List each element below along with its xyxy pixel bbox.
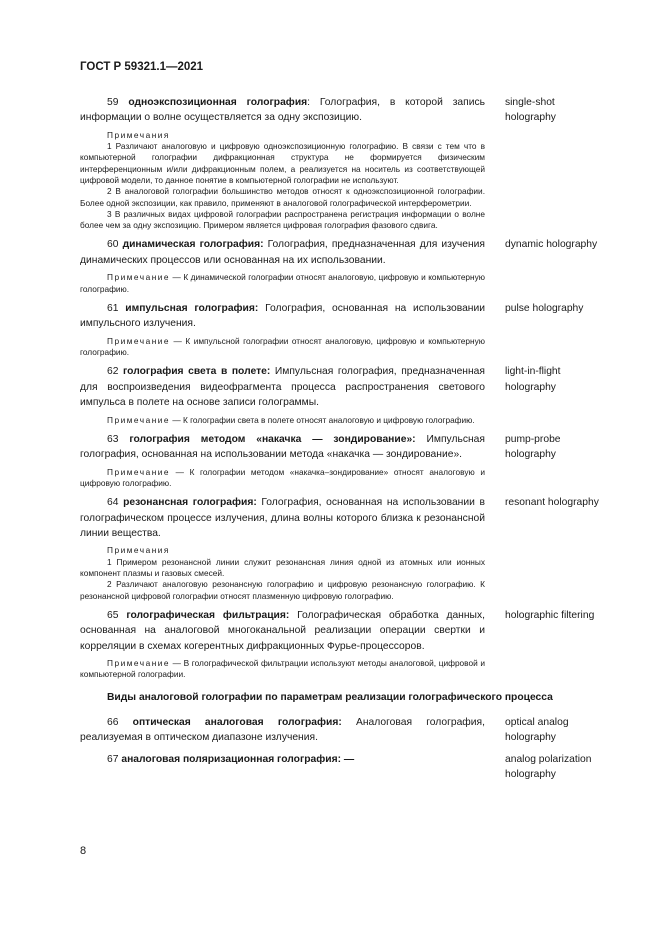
note-text: — К голографии методом «накачка–зондирование» относят аналоговую и цифровую голографию. — [80, 466, 485, 488]
english-equivalent: resonant holography — [505, 497, 599, 509]
term-name: импульсная голография: — [125, 302, 259, 314]
term-definition — [80, 301, 485, 332]
definition-text: : Голография, в которой запись информации о волне осуществляется за одну экспозицию. — [80, 97, 485, 124]
term-number: 64 — [107, 497, 119, 509]
english-equivalent: holographic filtering — [505, 609, 595, 621]
note-text: — К динамической голографии относят аналоговую, цифровую и компьютерную голографию. — [80, 272, 485, 294]
definition-text: Голография, основанная на использовании в голографическом процессе излучения, длина волны которого близка к резонансной линии вещества. — [80, 497, 485, 540]
page-number: 8 — [80, 845, 87, 857]
english-equivalent: analog polarization holography — [505, 753, 592, 780]
definition-text: Импульсная голография, основанная на использовании метода «накачка — зондирование». — [80, 433, 485, 461]
term-definition — [80, 715, 485, 746]
note-item: 3 В различных видах цифровой голографии распространена регистрация информации о волне более чем за одну экспозицию. Примером является цифровая голография фазового сдвига. — [80, 208, 485, 231]
term-number: 60 — [107, 239, 119, 251]
definition-text: Аналоговая голография, реализуемая в оптическом диапазоне излучения. — [80, 716, 485, 744]
term-entry-59 — [80, 95, 588, 231]
term-name: голография света в полете: — [123, 366, 271, 378]
notes-title: Примечания — [107, 129, 170, 140]
term-name: динамическая голография: — [122, 239, 264, 251]
note-item: 2 В аналоговой голографии большинство методов относят к одноэкспозиционной голографии. Более одной экспозиции, как правило, применяют в аналоговой голографической интерферометрии. — [80, 186, 485, 208]
note-item: 2 Различают аналоговую резонансную голографию и цифровую резонансную голографию. К резонансной цифровой голографии относят плазменную цифровую голографию. — [80, 579, 485, 601]
note-label: Примечание — [107, 335, 171, 346]
note-label: Примечание — [107, 272, 171, 283]
term-name: аналоговая поляризационная голография: — — [121, 753, 355, 765]
term-entry-64 — [80, 495, 599, 602]
term-name: одноэкспозиционная голография — [128, 97, 308, 108]
note-item — [80, 272, 485, 295]
note-text: — К голографии света в полете относят аналоговую и цифровую голографию. — [170, 414, 475, 425]
term-number: 67 — [107, 753, 119, 765]
notes-title: Примечания — [107, 545, 170, 556]
term-number: 61 — [107, 302, 119, 314]
term-entry-60 — [80, 237, 598, 294]
note-item — [80, 415, 485, 426]
notes-block — [80, 415, 485, 426]
note-item — [80, 658, 485, 681]
term-entry-61 — [80, 301, 588, 358]
definition-text: Голография, предназначенная для изучения динамических процессов или основанная на их использовании. — [80, 239, 485, 266]
note-label: Примечание — [107, 414, 171, 425]
term-name: голография методом «накачка — зондирование»: — [129, 433, 416, 445]
english-equivalent: optical analog holography — [505, 716, 569, 744]
english-equivalent: pulse holography — [505, 302, 584, 314]
term-number: 59 — [107, 97, 119, 108]
note-item: 1 Примером резонансной линии служит резонансная линия одной из атомных или ионных компонент плазмы и газовых смесей. — [80, 556, 485, 579]
term-definition — [80, 495, 485, 541]
term-number: 66 — [107, 716, 119, 728]
notes-block — [80, 467, 485, 490]
note-text: — В голографической фильтрации используют методы аналоговой, цифровой и компьютерной голографии. — [80, 658, 485, 680]
term-entry-63 — [80, 432, 588, 489]
notes-block — [80, 272, 485, 295]
notes-block — [80, 130, 485, 232]
note-item — [80, 467, 485, 490]
section-heading: Виды аналоговой голографии по параметрам реализации голографического процесса — [107, 691, 553, 703]
english-equivalent: single-shot holography — [505, 97, 556, 124]
term-definition — [80, 95, 485, 126]
term-number: 63 — [107, 433, 119, 445]
term-definition — [80, 608, 485, 654]
definition-text: Голография, основанная на использовании импульсного излучения. — [80, 302, 485, 330]
note-item: 1 Различают аналоговую и цифровую одноэкспозиционную голографию. В связи с тем что в компьютерной голографии дифракционная структура не формируется физическим интерференционным и/или дифракционным полем, а реализуется на носитель из соответствующей цифровой модели, то данное понятие в компьютерной голографии не используют. — [80, 141, 485, 185]
term-number: 62 — [107, 366, 119, 378]
english-equivalent: dynamic holography — [505, 239, 598, 251]
notes-block — [80, 658, 485, 681]
term-definition — [80, 364, 485, 410]
term-name: голографическая фильтрация: — [126, 609, 290, 621]
definition-text: Голографическая обработка данных, основанная на аналоговой многоканальной реализации операции свертки и корреляции в схемах когерентных дифракционных Фурье-процессоров. — [80, 609, 485, 652]
term-entry-67 — [80, 752, 592, 780]
notes-block — [80, 336, 485, 359]
definition-text: Импульсная голография, предназначенная для воспроизведения видеофрагмента процесса распространения светового импульса в полете на основе записи голограммы. — [80, 366, 485, 409]
term-entry-66 — [80, 715, 588, 746]
term-definition — [80, 237, 485, 268]
page-content — [80, 95, 599, 780]
page-header: ГОСТ Р 59321.1—2021 — [80, 61, 204, 73]
term-definition — [80, 432, 485, 463]
note-item — [80, 336, 485, 359]
term-number: 65 — [107, 609, 119, 621]
term-entry-62 — [80, 364, 588, 426]
term-definition — [80, 752, 485, 767]
note-label: Примечание — [107, 658, 171, 669]
term-name: оптическая аналоговая голография: — [132, 716, 342, 728]
notes-block — [80, 545, 485, 601]
term-entry-65 — [80, 608, 595, 681]
note-label: Примечание — [107, 466, 171, 477]
english-equivalent: pump-probe holography — [505, 433, 561, 461]
term-name: резонансная голография: — [123, 497, 257, 509]
english-equivalent: light-in-flight holography — [505, 366, 561, 393]
note-text: — К импульсной голографии относят аналоговую, цифровую и компьютерную голографию. — [80, 335, 485, 357]
